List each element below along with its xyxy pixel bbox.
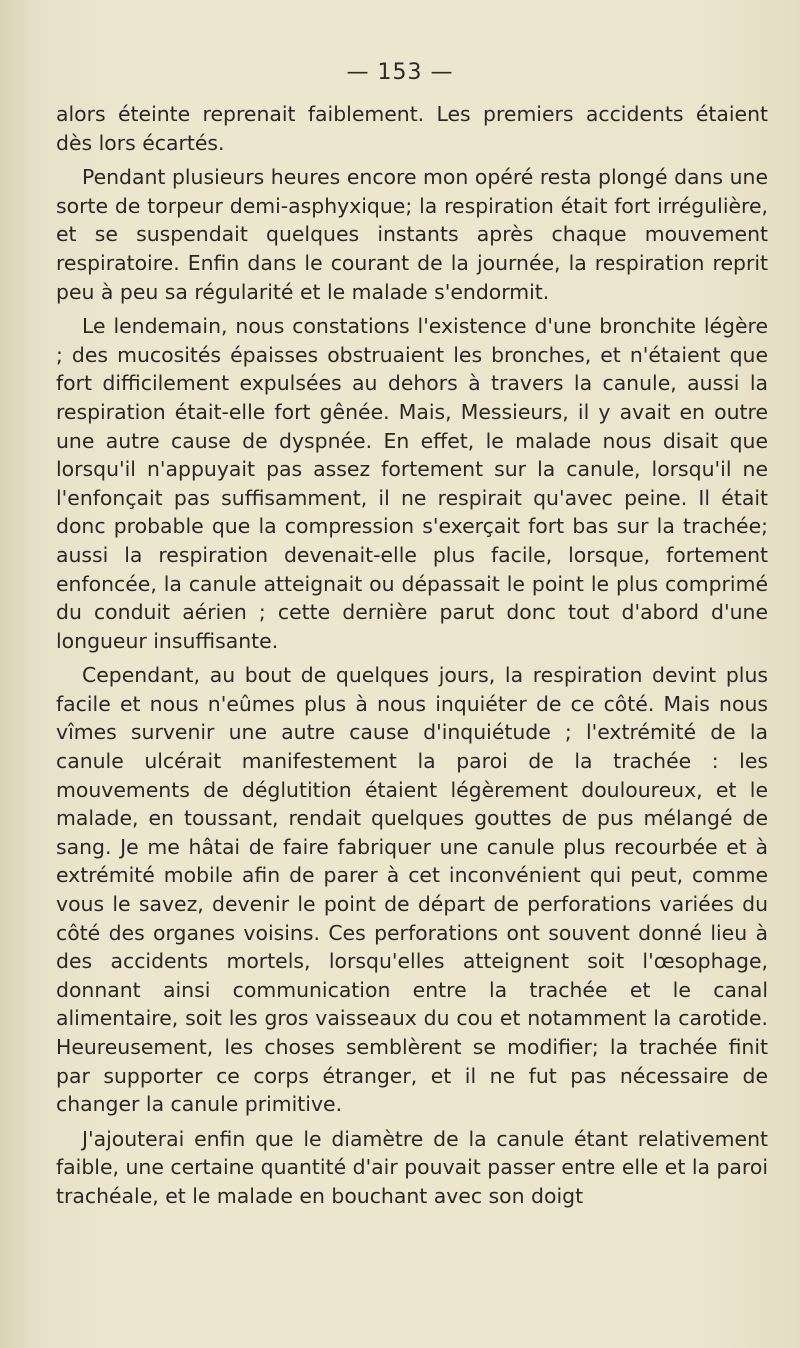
page-body (56, 100, 768, 1211)
page-number: — 153 — (346, 60, 454, 85)
paragraph: alors éteinte reprenait faiblement. Les premiers accidents étaient dès lors écartés. (56, 102, 768, 155)
paragraph: Pendant plusieurs heures encore mon opéré resta plongé dans une sorte de torpeur demi-asphyxique; la respiration était fort irrégulière, et se suspendait quelques instants après chaque mouvement respiratoire. Enfin dans le courant de la journée, la respiration reprit peu à peu sa régularité et le malade s'endormit. (56, 165, 768, 304)
paragraph: Cependant, au bout de quelques jours, la respiration devint plus facile et nous n'eûmes plus à nous inquiéter de ce côté. Mais nous vîmes survenir une autre cause d'inquiétude ; l'extrémité de la canule ulcérait manifestement la paroi de la trachée : les mouvements de déglutition étaient légèrement douloureux, et le malade, en toussant, rendait quelques gouttes de pus mélangé de sang. Je me hâtai de faire fabriquer une canule plus recourbée et à extrémité mobile afin de parer à cet inconvénient qui peut, comme vous le savez, devenir le point de départ de perforations variées du côté des organes voisins. Ces perforations ont souvent donné lieu à des accidents mortels, lorsqu'elles atteignent soit l'œsophage, donnant ainsi communication entre la trachée et le canal alimentaire, soit les gros vaisseaux du cou et notamment la carotide. Heureusement, les choses semblèrent se modifier; la trachée finit par supporter ce corps étranger, et il ne fut pas nécessaire de changer la canule primitive. (56, 663, 768, 1117)
paragraph: Le lendemain, nous constations l'existence d'une bronchite légère ; des mucosités épaisses obstruaient les bronches, et n'étaient que fort difficilement expulsées au dehors à travers la canule, aussi la respiration était-elle fort gênée. Mais, Messieurs, il y avait en outre une autre cause de dyspnée. En effet, le malade nous disait que lorsqu'il n'appuyait pas assez fortement sur la canule, lorsqu'il ne l'enfonçait pas suffisamment, il ne respirait qu'avec peine. Il était donc probable que la compression s'exerçait fort bas sur la trachée; aussi la respiration devenait-elle plus facile, lorsque, fortement enfoncée, la canule atteignait ou dépassait le point le plus comprimé du conduit aérien ; cette dernière parut donc tout d'abord d'une longueur insuffisante. (56, 314, 768, 653)
paragraph: J'ajouterai enfin que le diamètre de la canule étant relativement faible, une certaine quantité d'air pouvait passer entre elle et la paroi trachéale, et le malade en bouchant avec son doigt (56, 1126, 768, 1208)
